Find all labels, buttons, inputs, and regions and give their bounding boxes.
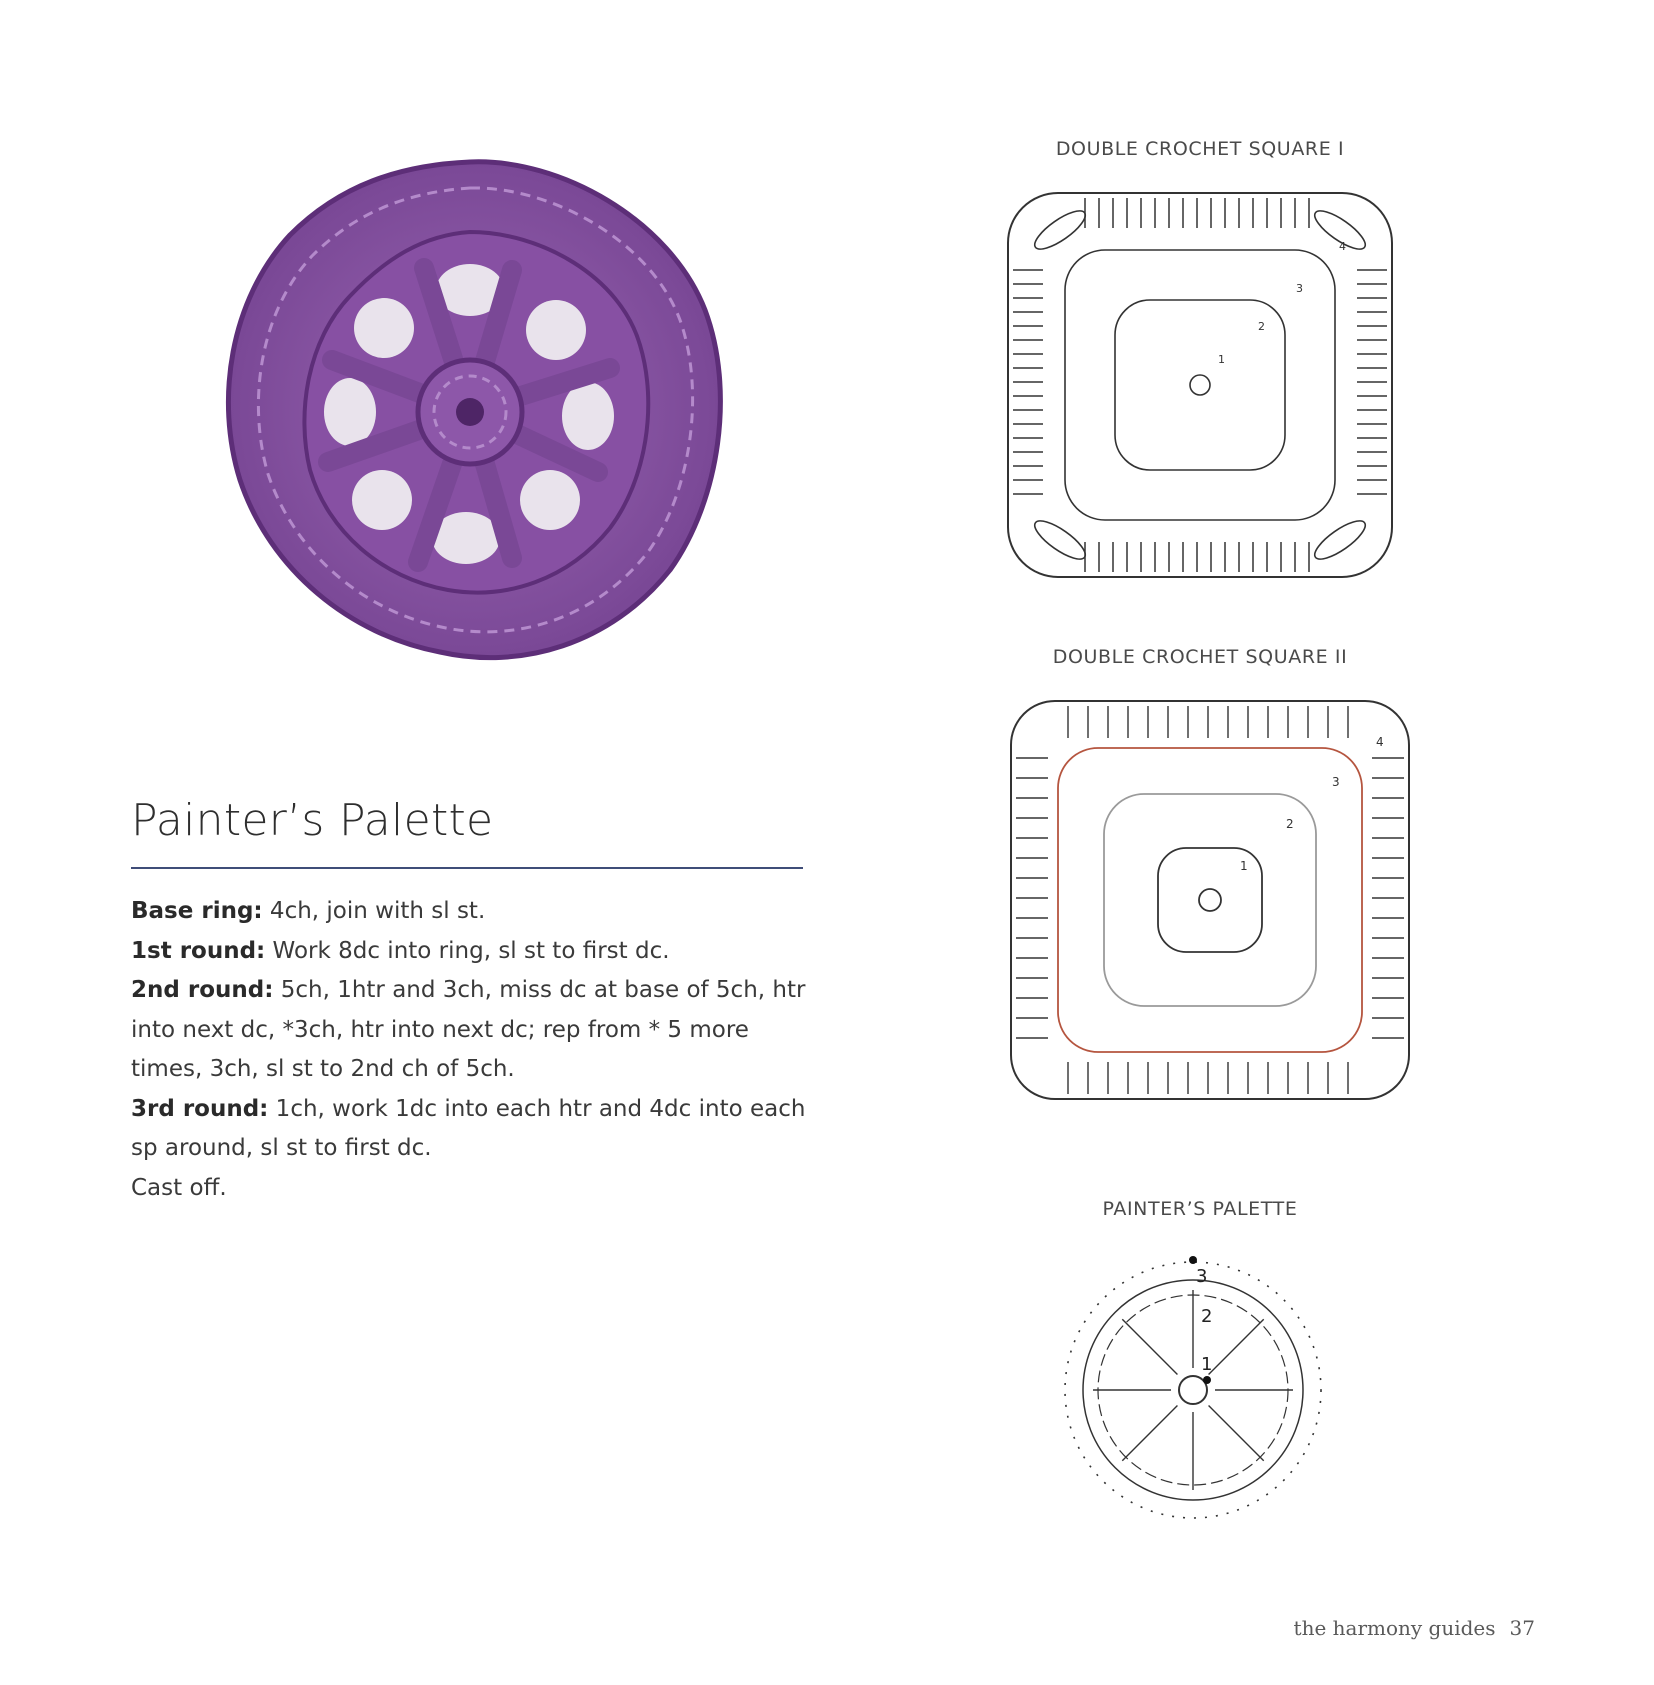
round-label-3: 3 <box>1332 775 1340 789</box>
step-label: 2nd round: <box>131 977 274 1003</box>
step-text: 1ch, work 1dc into each htr and 4dc into each sp around, sl st to first dc. <box>131 1095 806 1161</box>
pattern-title: Painter’s Palette <box>131 795 494 846</box>
painters-palette-diagram <box>1053 1250 1333 1530</box>
stitch-mark <box>1122 1406 1177 1461</box>
round-label-3: 3 <box>1296 282 1303 295</box>
pattern-instructions <box>131 892 811 1208</box>
square-one-title: DOUBLE CROCHET SQUARE I <box>1055 138 1345 160</box>
step-text: Work 8dc into ring, sl st to first dc. <box>265 937 670 964</box>
step-label: Base ring: <box>131 898 263 924</box>
step-first-round <box>131 932 811 972</box>
double-crochet-square-one-diagram <box>1005 190 1395 580</box>
step-label: 1st round: <box>131 937 266 964</box>
title-divider <box>131 867 803 869</box>
step-third-round <box>131 1090 811 1169</box>
stitch-mark <box>1122 1319 1177 1374</box>
round-label-2: 2 <box>1201 1306 1213 1327</box>
stitch-mark <box>1209 1319 1264 1374</box>
stitch-mark <box>1209 1406 1264 1461</box>
round-label-4: 4 <box>1376 735 1384 749</box>
round-label-2: 2 <box>1286 817 1294 831</box>
step-base-ring <box>131 892 811 932</box>
closing-step: Cast off. <box>131 1174 227 1201</box>
double-crochet-square-two-diagram <box>1008 698 1412 1102</box>
step-text: 5ch, 1htr and 3ch, miss dc at base of 5ch, htr into next dc, *3ch, htr into next dc; rep from * 5 more times, 3ch, sl st to 2nd ch of 5ch. <box>131 977 806 1082</box>
book-title: the harmony guides <box>1293 1616 1496 1640</box>
round-label-3: 3 <box>1196 1266 1208 1287</box>
step-text: 4ch, join with sl st. <box>262 898 486 924</box>
round-label-1: 1 <box>1240 859 1248 873</box>
crochet-motif-photo <box>200 140 740 680</box>
palette-diagram-title: PAINTER’S PALETTE <box>1102 1198 1298 1220</box>
round-label-4: 4 <box>1339 240 1346 253</box>
step-second-round <box>131 971 811 1090</box>
page-footer <box>1290 1616 1535 1640</box>
round-label-1: 1 <box>1201 1354 1213 1375</box>
page-number: 37 <box>1509 1616 1535 1640</box>
square-two-title: DOUBLE CROCHET SQUARE II <box>1052 646 1348 668</box>
step-label: 3rd round: <box>131 1095 269 1122</box>
round-label-1: 1 <box>1218 353 1225 366</box>
round-label-2: 2 <box>1258 320 1265 333</box>
